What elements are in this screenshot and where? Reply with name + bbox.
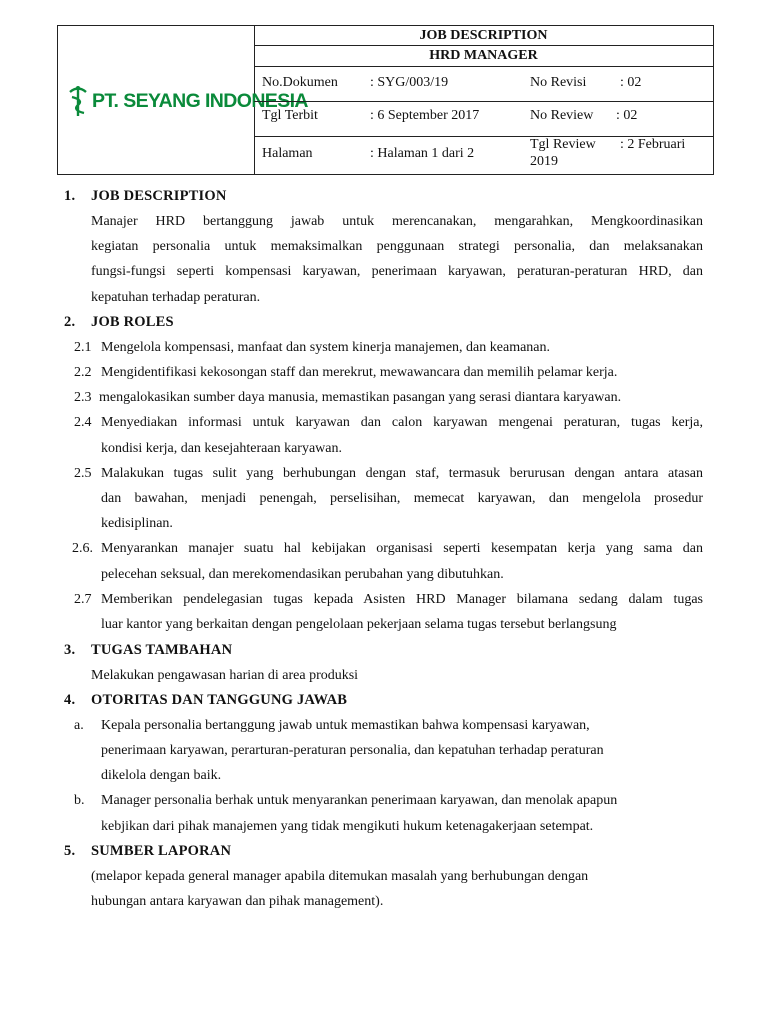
row-terbit bbox=[254, 102, 713, 137]
value-tgl-review: : 2 Februari bbox=[620, 137, 686, 152]
item-2-7-line-2: luar kantor yang berkaitan dengan pengelolaan pekerjaan selama tugas tersebut berlangsung bbox=[101, 617, 617, 632]
item-2-5-line-2: dan bawahan, menjadi penengah, perselisihan, memecat karyawan, dan mengelola prosedur bbox=[101, 491, 703, 506]
item-4a-label: a. bbox=[74, 718, 84, 733]
section-1-number: 1. bbox=[64, 188, 76, 204]
section-4-number: 4. bbox=[64, 692, 76, 708]
item-2-1-line-1: Mengelola kompensasi, manfaat dan system kinerja manajemen, dan keamanan. bbox=[101, 340, 551, 355]
item-2-6-line-2: pelecehan seksual, dan merekomendasikan perubahan yang dibutuhkan. bbox=[101, 567, 504, 582]
value-tgl-terbit: : 6 September 2017 bbox=[370, 108, 480, 123]
section-3-number: 3. bbox=[64, 642, 76, 658]
row-dokumen bbox=[254, 67, 713, 102]
value-tgl-review-year: 2019 bbox=[530, 154, 558, 169]
s1-line-1: Manajer HRD bertanggung jawab untuk merencanakan, mengarahkan, Mengkoordinasikan bbox=[91, 214, 703, 229]
section-5-number: 5. bbox=[64, 843, 76, 859]
item-2-1-number: 2.1 bbox=[74, 340, 92, 355]
section-2-title: JOB ROLES bbox=[91, 314, 174, 330]
item-2-7-line-1: Memberikan pendelegasian tugas kepada Asisten HRD Manager bilamana sedang dalam tugas bbox=[101, 592, 703, 607]
row-halaman bbox=[254, 137, 713, 174]
value-no-review: : 02 bbox=[616, 108, 638, 123]
item-4b-label: b. bbox=[74, 793, 85, 808]
s3-line-1: Melakukan pengawasan harian di area produksi bbox=[91, 668, 359, 683]
label-no-revisi: No Revisi bbox=[530, 75, 587, 90]
section-4-title: OTORITAS DAN TANGGUNG JAWAB bbox=[91, 692, 348, 708]
section-2-number: 2. bbox=[64, 314, 76, 330]
s5-line-1: (melapor kepada general manager apabila ditemukan masalah yang berhubungan dengan bbox=[91, 869, 589, 884]
item-2-5-number: 2.5 bbox=[74, 466, 92, 481]
item-2-5-line-1: Malakukan tugas sulit yang berhubungan dengan staf, termasuk berurusan dengan antara atasan bbox=[101, 466, 703, 481]
caduceus-icon bbox=[66, 84, 90, 118]
header-table bbox=[57, 25, 714, 175]
item-2-6-line-1: Menyarankan manajer suatu hal kebijakan organisasi seperti kesempatan kerja yang sama dan bbox=[101, 541, 703, 556]
s1-line-4: kepatuhan terhadap peraturan. bbox=[91, 290, 261, 305]
item-2-2-number: 2.2 bbox=[74, 365, 92, 380]
s1-line-3: fungsi-fungsi seperti kompensasi karyawan, penerimaan karyawan, peraturan-peraturan HRD, dan bbox=[91, 264, 703, 279]
item-2-3-number: 2.3 bbox=[74, 390, 92, 405]
item-2-2-line-1: Mengidentifikasi kekosongan staff dan merekrut, mewawancara dan memilih pelamar kerja. bbox=[101, 365, 618, 380]
doc-subtitle: HRD MANAGER bbox=[254, 46, 713, 67]
company-name: PT. SEYANG INDONESIA bbox=[92, 89, 308, 112]
item-2-3-line-1: mengalokasikan sumber daya manusia, memastikan pasangan yang serasi diantara karyawan. bbox=[99, 390, 622, 405]
item-4a-line-1: Kepala personalia bertanggung jawab untuk memastikan bahwa kompensasi karyawan, bbox=[101, 718, 590, 733]
section-1-title: JOB DESCRIPTION bbox=[91, 188, 227, 204]
item-2-5-line-3: kedisiplinan. bbox=[101, 516, 173, 531]
item-4a-line-2: penerimaan karyawan, perarturan-peraturan personalia, dan kepatuhan terhadap peraturan bbox=[101, 743, 604, 758]
value-halaman: : Halaman 1 dari 2 bbox=[370, 146, 475, 161]
doc-title: JOB DESCRIPTION bbox=[254, 26, 713, 46]
section-5-title: SUMBER LAPORAN bbox=[91, 843, 232, 859]
s1-line-2: kegiatan personalia untuk memaksimalkan penggunaan strategi personalia, dan melaksanakan bbox=[91, 239, 703, 254]
label-tgl-review: Tgl Review bbox=[530, 137, 596, 152]
item-2-4-line-1: Menyediakan informasi untuk karyawan dan calon karyawan mengenai peraturan, tugas kerja, bbox=[101, 415, 703, 430]
item-4b-line-1: Manager personalia berhak untuk menyarankan penerimaan karyawan, dan menolak apapun bbox=[101, 793, 618, 808]
value-no-dokumen: : SYG/003/19 bbox=[370, 75, 449, 90]
item-4b-line-2: kebjikan dari pihak manajemen yang tidak mengikuti hukum ketenagakerjaan setempat. bbox=[101, 819, 594, 834]
section-3-title: TUGAS TAMBAHAN bbox=[91, 642, 233, 658]
s5-line-2: hubungan antara karyawan dan pihak management). bbox=[91, 894, 384, 909]
item-4a-line-3: dikelola dengan baik. bbox=[101, 768, 222, 783]
item-2-4-number: 2.4 bbox=[74, 415, 92, 430]
value-no-revisi: : 02 bbox=[620, 75, 642, 90]
item-2-4-line-2: kondisi kerja, dan kesejahteraan karyawan. bbox=[101, 441, 343, 456]
label-tgl-terbit: Tgl Terbit bbox=[262, 108, 318, 123]
label-no-dokumen: No.Dokumen bbox=[262, 75, 338, 90]
item-2-6-number: 2.6. bbox=[72, 541, 93, 556]
label-no-review: No Review bbox=[530, 108, 594, 123]
item-2-7-number: 2.7 bbox=[74, 592, 92, 607]
label-halaman: Halaman bbox=[262, 146, 313, 161]
